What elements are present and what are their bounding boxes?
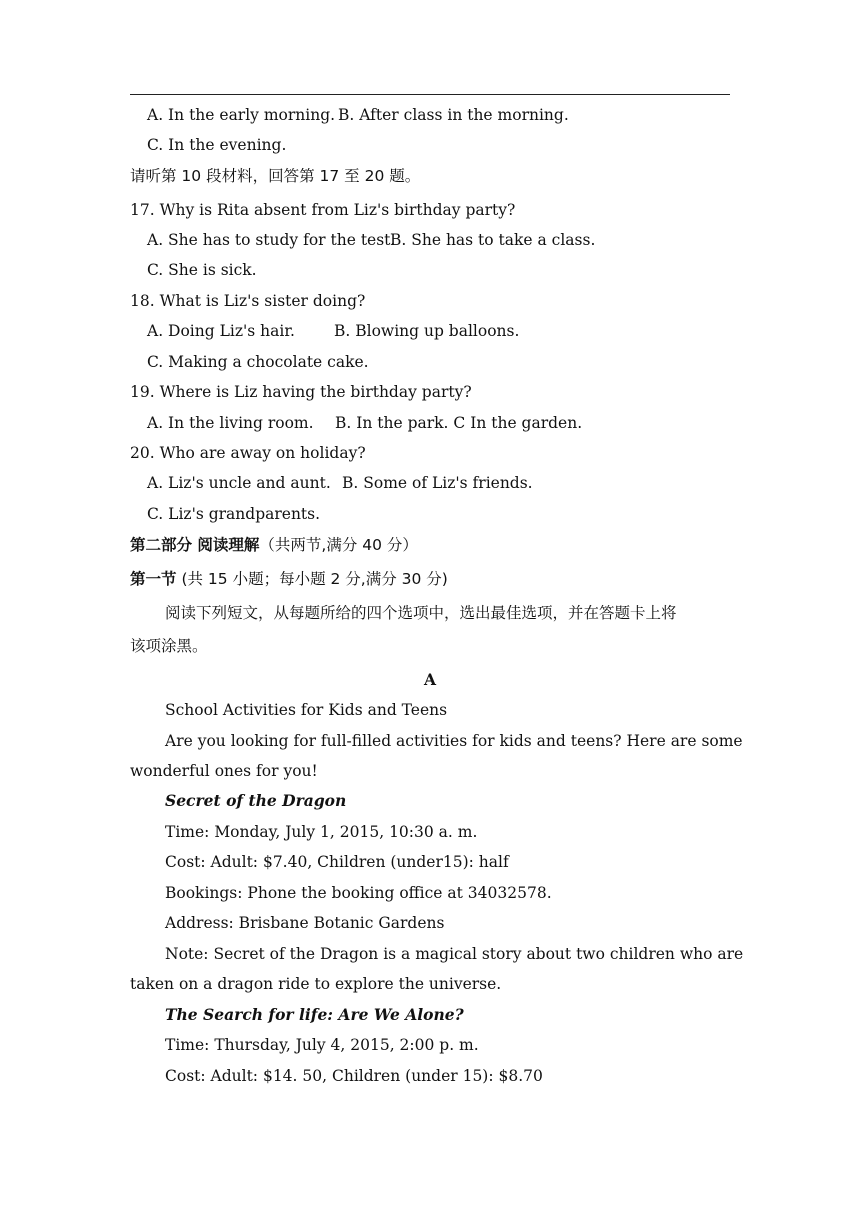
section1-note: (共 15 小题；每小题 2 分,满分 30 分) [176, 570, 448, 588]
passage-intro-line-1: Are you looking for full-filled activities for kids and teens? Here are some [165, 732, 743, 750]
event1-note-line-2: taken on a dragon ride to explore the universe. [130, 975, 502, 993]
event1-note-line-1: Note: Secret of the Dragon is a magical story about two children who are [165, 945, 744, 963]
q20-question: 20. Who are away on holiday? [130, 444, 366, 462]
passage-heading: School Activities for Kids and Teens [165, 701, 448, 719]
event2-time: Time: Thursday, July 4, 2015, 2:00 p. m. [165, 1036, 479, 1054]
event1-cost: Cost: Adult: $7.40, Children (under15): half [165, 853, 509, 871]
q17-option-c: C. She is sick. [147, 261, 257, 279]
part2-heading [130, 535, 418, 555]
q20-option-b: B. Some of Liz's friends. [342, 474, 533, 492]
section1-heading [130, 569, 448, 589]
listening-instruction: 请听第 10 段材料，回答第 17 至 20 题。 [130, 167, 421, 185]
q20-option-a: A. Liz's uncle and aunt. [147, 474, 331, 492]
event1-title: Secret of the Dragon [165, 791, 347, 810]
q19-option-b: B. In the park. C In the garden. [335, 414, 583, 432]
passage-intro-line-2: wonderful ones for you! [130, 762, 318, 780]
q20-option-c: C. Liz's grandparents. [147, 505, 321, 523]
q19-option-a: A. In the living room. [147, 414, 314, 432]
event2-title: The Search for life: Are We Alone? [165, 1005, 464, 1024]
header-rule [130, 94, 730, 95]
event1-time: Time: Monday, July 1, 2015, 10:30 a. m. [165, 823, 478, 841]
part2-note: （共两节,满分 40 分） [259, 536, 418, 554]
q19-question: 19. Where is Liz having the birthday party? [130, 383, 472, 401]
q17-option-a: A. She has to study for the test. [147, 231, 396, 249]
event1-address: Address: Brisbane Botanic Gardens [165, 914, 445, 932]
directions-line-1: 阅读下列短文，从每题所给的四个选项中，选出最佳选项，并在答题卡上将 [165, 604, 677, 622]
q17-option-b: B. She has to take a class. [390, 231, 596, 249]
q16-option-b: B. After class in the morning. [338, 106, 569, 124]
section1-title: 第一节 [130, 570, 177, 588]
q18-option-c: C. Making a chocolate cake. [147, 353, 369, 371]
passage-label: A [423, 670, 437, 689]
q18-option-a: A. Doing Liz's hair. [147, 322, 295, 340]
q16-option-a: A. In the early morning. [147, 106, 336, 124]
q16-option-c: C. In the evening. [147, 136, 287, 154]
q18-option-b: B. Blowing up balloons. [334, 322, 520, 340]
event1-bookings: Bookings: Phone the booking office at 34032578. [165, 884, 552, 902]
q17-question: 17. Why is Rita absent from Liz's birthday party? [130, 201, 516, 219]
q18-question: 18. What is Liz's sister doing? [130, 292, 366, 310]
part2-title: 第二部分 阅读理解 [130, 536, 260, 554]
directions-line-2: 该项涂黑。 [130, 637, 208, 655]
event2-cost: Cost: Adult: $14. 50, Children (under 15): $8.70 [165, 1067, 543, 1085]
